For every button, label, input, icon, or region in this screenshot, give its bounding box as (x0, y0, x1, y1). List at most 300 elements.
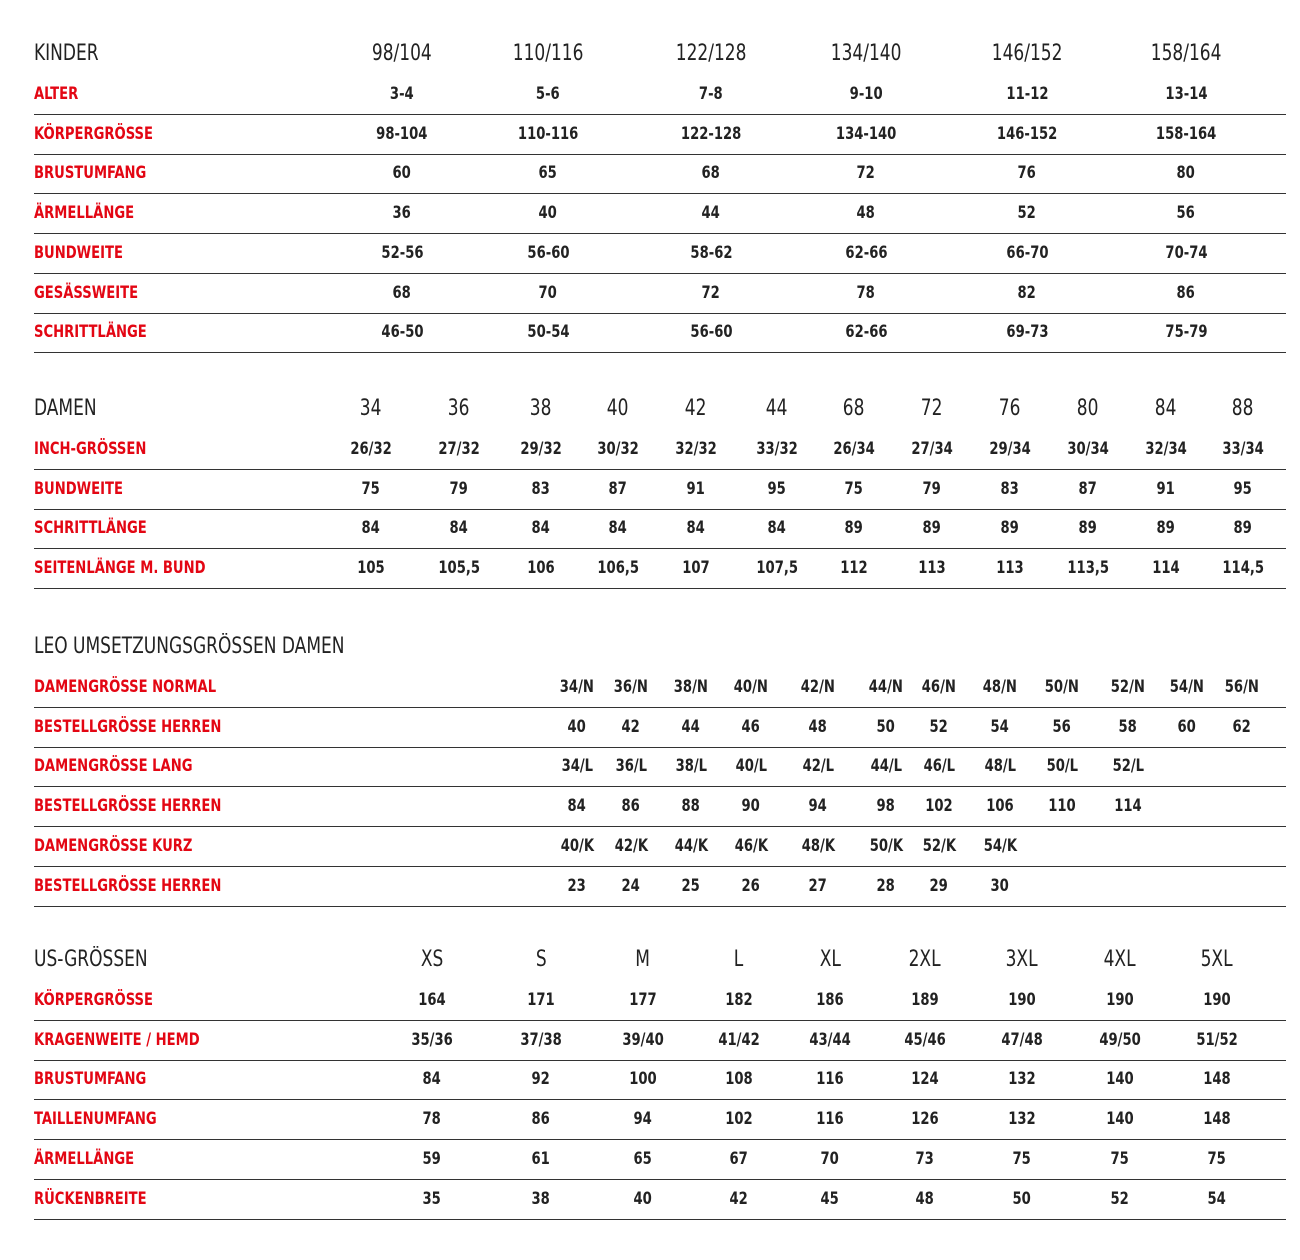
table-cell (982, 74, 1072, 114)
table-cell (1172, 1099, 1262, 1139)
row-label: BRUSTUMFANG (34, 1069, 147, 1090)
column-header-text: 122/128 (675, 40, 747, 66)
table-cell (666, 114, 756, 154)
table-cell (598, 1020, 688, 1060)
table-cell-text: 124 (911, 1069, 939, 1090)
table-cell (955, 866, 1045, 906)
table-cell-text: 7-8 (699, 84, 723, 104)
table-cell-text: 91 (686, 478, 706, 499)
table-cell-text: 48 (915, 1188, 935, 1209)
table-row (34, 667, 1286, 708)
table-cell (357, 153, 447, 193)
table-cell (887, 429, 977, 469)
table-cell-text: 29/32 (520, 439, 562, 459)
table-cell (496, 980, 586, 1020)
table-cell-text: 34/L (561, 756, 593, 777)
table-cell-text: 52/N (1110, 677, 1146, 697)
table-cell-text: 48 (856, 203, 876, 224)
table-cell (651, 548, 741, 588)
table-cell-text: 50/L (1046, 756, 1078, 777)
table-cell (982, 233, 1072, 273)
row-label: BESTELLGRÖSSE HERREN (34, 875, 222, 896)
table-cell (326, 508, 416, 548)
table-cell (982, 114, 1072, 154)
table-cell-text: 177 (629, 990, 657, 1010)
table-cell-text: 40/N (733, 677, 769, 697)
table-cell-text: 48/L (984, 756, 1016, 777)
column-header-text: 80 (1077, 395, 1099, 421)
table-cell-text: 110 (1048, 796, 1076, 817)
table-cell-text: 84 (449, 518, 469, 539)
table-cell-text: 42/N (800, 677, 836, 697)
table-cell (503, 74, 593, 114)
table-cell-text: 83 (531, 478, 551, 499)
table-cell-text: 114 (1152, 558, 1180, 579)
row-label: ÄRMELLÄNGE (34, 203, 135, 224)
table-cell-text: 91 (1156, 478, 1176, 499)
table-cell-text: 25 (681, 875, 701, 896)
table-cell-text: 84 (422, 1069, 442, 1090)
table-row (34, 1099, 1286, 1140)
table-cell (1141, 233, 1231, 273)
table-cell (977, 1179, 1067, 1219)
table-cell-text: 50-54 (526, 322, 570, 343)
table-cell-text: 52 (1017, 203, 1037, 224)
table-row (34, 866, 1286, 907)
column-header-text: 98/104 (372, 40, 432, 66)
column-header-text: 76 (999, 395, 1021, 421)
table-cell (414, 548, 504, 588)
table-cell (1141, 193, 1231, 233)
table-cell-text: 68 (701, 163, 721, 184)
table-cell-text: 40 (633, 1188, 653, 1209)
column-header (809, 387, 899, 429)
table-cell (1043, 548, 1133, 588)
table-cell (1172, 1139, 1262, 1179)
column-header (666, 32, 756, 74)
table-cell-text: 190 (1106, 990, 1134, 1010)
table-cell (821, 74, 911, 114)
table-cell-text: 56-60 (689, 322, 733, 343)
table-cell-text: 46-50 (380, 322, 424, 343)
column-header-text: XL (819, 946, 841, 972)
section-title: DAMEN (34, 395, 97, 421)
row-label: ALTER (34, 84, 79, 104)
table-row (34, 980, 1286, 1021)
column-header (357, 32, 447, 74)
table-cell (1043, 429, 1133, 469)
table-cell-text: 9-10 (849, 84, 883, 104)
table-cell-text: 82 (1017, 282, 1037, 303)
table-cell-text: 52/L (1112, 756, 1144, 777)
table-cell-text: 134-140 (835, 123, 897, 144)
table-cell (598, 980, 688, 1020)
table-row (34, 1059, 1286, 1100)
table-cell-text: 56 (1052, 716, 1072, 737)
table-cell-text: 80 (1176, 163, 1196, 184)
table-cell-text: 65 (538, 163, 558, 184)
column-header (880, 938, 970, 980)
table-row (34, 548, 1286, 589)
table-cell (821, 153, 911, 193)
table-cell (387, 1099, 477, 1139)
table-cell-text: 126 (911, 1109, 939, 1130)
table-row (34, 508, 1286, 549)
column-header-text: 68 (843, 395, 865, 421)
table-cell-text: 106 (986, 796, 1014, 817)
table-cell (326, 548, 416, 588)
table-cell-text: 42/L (802, 756, 834, 777)
table-cell (785, 1099, 875, 1139)
table-cell-text: 38 (531, 1188, 551, 1209)
table-cell (880, 1179, 970, 1219)
table-cell-text: 72 (856, 163, 876, 184)
table-cell-text: 108 (725, 1069, 753, 1090)
column-header-text: 5XL (1201, 946, 1233, 972)
section-title: KINDER (34, 40, 99, 66)
table-cell-text: 61 (531, 1148, 551, 1169)
table-cell-text: 50 (876, 716, 896, 737)
table-cell (1198, 508, 1288, 548)
table-cell-text: 105,5 (438, 558, 480, 579)
table-cell (666, 153, 756, 193)
table-cell (982, 193, 1072, 233)
table-cell-text: 48/K (801, 835, 835, 856)
table-cell-text: 95 (767, 478, 787, 499)
table-cell (821, 193, 911, 233)
table-cell (496, 1099, 586, 1139)
table-cell (573, 429, 663, 469)
table-cell-text: 56 (1176, 203, 1196, 224)
table-cell-text: 87 (1078, 478, 1098, 499)
table-cell (1172, 980, 1262, 1020)
table-row (34, 273, 1286, 314)
table-row (34, 1179, 1286, 1220)
column-header-text: S (535, 946, 547, 972)
column-header (503, 32, 593, 74)
table-cell-text: 75 (361, 478, 381, 499)
column-header-text: 134/140 (830, 40, 902, 66)
table-cell-text: 44/L (870, 756, 902, 777)
table-cell (785, 1020, 875, 1060)
column-header-text: 72 (921, 395, 943, 421)
table-cell (982, 312, 1072, 352)
table-cell-text: 44 (701, 203, 721, 224)
row-label: SCHRITTLÄNGE (34, 518, 147, 539)
table-cell (809, 508, 899, 548)
table-cell-text: 113 (996, 558, 1024, 579)
column-header (965, 387, 1055, 429)
row-label: BESTELLGRÖSSE HERREN (34, 796, 222, 817)
table-cell-text: 52-56 (380, 242, 424, 263)
table-cell-text: 69-73 (1005, 322, 1049, 343)
column-header (977, 938, 1067, 980)
table-cell-text: 50 (1012, 1188, 1032, 1209)
table-cell-text: 68 (392, 282, 412, 303)
table-cell (387, 980, 477, 1020)
leo-header-row (34, 625, 1286, 667)
row-label: KÖRPERGRÖSSE (34, 990, 153, 1010)
column-header-text: 84 (1155, 395, 1177, 421)
column-header (496, 938, 586, 980)
table-cell-text: 51/52 (1196, 1029, 1238, 1050)
table-cell (387, 1179, 477, 1219)
column-header-text: 40 (607, 395, 629, 421)
table-cell-text: 114 (1114, 796, 1142, 817)
table-cell-text: 70 (538, 282, 558, 303)
table-cell-text: 50/K (869, 835, 903, 856)
table-cell (785, 1059, 875, 1099)
row-label: ÄRMELLÄNGE (34, 1148, 135, 1169)
table-cell (694, 1179, 784, 1219)
table-cell-text: 76 (1017, 163, 1037, 184)
table-cell (1141, 74, 1231, 114)
table-cell (666, 312, 756, 352)
table-cell-text: 94 (808, 796, 828, 817)
column-header (1198, 387, 1288, 429)
table-cell-text: 40 (538, 203, 558, 224)
table-cell (1198, 548, 1288, 588)
table-cell-text: 29/34 (989, 439, 1031, 459)
table-cell (666, 74, 756, 114)
table-cell-text: 40/K (560, 835, 594, 856)
table-row (34, 233, 1286, 274)
table-cell-text: 56-60 (526, 242, 570, 263)
table-cell (598, 1059, 688, 1099)
table-cell (651, 469, 741, 509)
table-cell-text: 84 (361, 518, 381, 539)
table-cell (503, 193, 593, 233)
table-cell-text: 171 (527, 990, 555, 1010)
column-header (414, 387, 504, 429)
table-row (34, 746, 1286, 787)
table-cell (326, 469, 416, 509)
table-row (34, 153, 1286, 194)
table-cell (357, 312, 447, 352)
table-cell-text: 23 (567, 875, 587, 896)
table-cell-text: 89 (1156, 518, 1176, 539)
table-cell-text: 87 (608, 478, 628, 499)
table-cell-text: 30 (990, 875, 1010, 896)
table-cell (821, 273, 911, 313)
table-cell-text: 54 (990, 716, 1010, 737)
column-header (1043, 387, 1133, 429)
column-header-text: XS (420, 946, 444, 972)
table-cell-text: 49/50 (1099, 1029, 1141, 1050)
table-cell (977, 1139, 1067, 1179)
table-cell-text: 89 (1233, 518, 1253, 539)
table-cell-text: 78 (422, 1109, 442, 1130)
table-cell-text: 37/38 (520, 1029, 562, 1050)
table-cell-text: 46/K (734, 835, 768, 856)
table-cell-text: 3-4 (390, 84, 414, 104)
row-label: BESTELLGRÖSSE HERREN (34, 716, 222, 737)
table-cell (1198, 469, 1288, 509)
table-cell (1075, 1099, 1165, 1139)
table-row (34, 429, 1286, 470)
table-cell-text: 13-14 (1164, 84, 1208, 104)
table-cell-text: 75-79 (1164, 322, 1208, 343)
table-cell (965, 469, 1055, 509)
table-cell-text: 62-66 (844, 242, 888, 263)
table-cell-text: 32/34 (1145, 439, 1187, 459)
table-cell-text: 106,5 (597, 558, 639, 579)
table-cell-text: 102 (925, 796, 953, 817)
table-cell (666, 193, 756, 233)
table-cell (785, 1139, 875, 1179)
table-cell (573, 548, 663, 588)
table-cell (496, 1020, 586, 1060)
table-cell-text: 132 (1008, 1069, 1036, 1090)
table-cell-text: 70-74 (1164, 242, 1208, 263)
table-row (34, 1020, 1286, 1061)
table-cell (880, 980, 970, 1020)
table-cell (1141, 312, 1231, 352)
table-cell-text: 92 (531, 1069, 551, 1090)
row-label: BRUSTUMFANG (34, 163, 147, 184)
table-cell (977, 1059, 1067, 1099)
row-label: DAMENGRÖSSE LANG (34, 756, 193, 777)
table-cell (1141, 114, 1231, 154)
table-cell (694, 1020, 784, 1060)
us-header-row (34, 938, 1286, 980)
table-cell (1075, 1139, 1165, 1179)
table-cell-text: 186 (816, 990, 844, 1010)
table-cell (821, 233, 911, 273)
table-cell-text: 146-152 (996, 123, 1058, 144)
table-cell-text: 52 (1110, 1188, 1130, 1209)
table-cell (1075, 1059, 1165, 1099)
table-cell-text: 45 (820, 1188, 840, 1209)
table-cell-text: 40 (567, 716, 587, 737)
table-cell (694, 980, 784, 1020)
table-cell-text: 48 (808, 716, 828, 737)
table-cell (887, 508, 977, 548)
table-cell (1043, 469, 1133, 509)
table-row (34, 469, 1286, 510)
table-cell-text: 65 (633, 1148, 653, 1169)
table-cell-text: 84 (608, 518, 628, 539)
table-cell-text: 110-116 (517, 123, 579, 144)
table-cell-text: 98-104 (376, 123, 428, 144)
table-cell-text: 60 (1177, 716, 1197, 737)
table-cell-text: 39/40 (622, 1029, 664, 1050)
table-cell (821, 114, 911, 154)
table-cell (573, 469, 663, 509)
table-cell (1043, 508, 1133, 548)
column-header-text: 158/164 (1150, 40, 1222, 66)
table-cell (414, 508, 504, 548)
table-cell (977, 1020, 1067, 1060)
table-cell-text: 60 (392, 163, 412, 184)
table-cell-text: 70 (820, 1148, 840, 1169)
table-cell-text: 44 (681, 716, 701, 737)
table-cell-text: 46 (741, 716, 761, 737)
table-cell-text: 38/N (673, 677, 709, 697)
table-cell-text: 102 (725, 1109, 753, 1130)
table-cell-text: 75 (1012, 1148, 1032, 1169)
table-cell (496, 1179, 586, 1219)
table-row (34, 114, 1286, 155)
table-cell-text: 107 (682, 558, 710, 579)
table-cell (880, 1139, 970, 1179)
table-cell (414, 429, 504, 469)
table-cell-text: 100 (629, 1069, 657, 1090)
table-cell-text: 58-62 (689, 242, 733, 263)
table-cell-text: 44/K (674, 835, 708, 856)
table-cell-text: 48/N (982, 677, 1018, 697)
table-cell-text: 24 (621, 875, 641, 896)
table-cell-text: 50/N (1044, 677, 1080, 697)
table-cell (387, 1139, 477, 1179)
column-header-text: 110/116 (512, 40, 584, 66)
table-cell-text: 11-12 (1005, 84, 1049, 104)
table-cell-text: 114,5 (1222, 558, 1264, 579)
table-cell (821, 312, 911, 352)
table-row (34, 193, 1286, 234)
table-cell (1197, 667, 1287, 707)
column-header (573, 387, 663, 429)
row-label: GESÄSSWEITE (34, 282, 139, 303)
row-label: INCH-GRÖSSEN (34, 439, 147, 459)
row-label: BUNDWEITE (34, 478, 123, 499)
table-cell (809, 429, 899, 469)
table-cell (357, 273, 447, 313)
table-row (34, 1139, 1286, 1180)
column-header (982, 32, 1072, 74)
table-cell-text: 113 (918, 558, 946, 579)
column-header-text: 3XL (1006, 946, 1038, 972)
table-cell-text: 27 (808, 875, 828, 896)
table-cell (666, 273, 756, 313)
table-cell (573, 508, 663, 548)
table-cell (887, 548, 977, 588)
table-cell (503, 273, 593, 313)
column-header (1172, 938, 1262, 980)
table-cell-text: 42/K (614, 835, 648, 856)
table-cell-text: 54 (1207, 1188, 1227, 1209)
table-cell (666, 233, 756, 273)
table-cell (1172, 1059, 1262, 1099)
table-cell (1075, 980, 1165, 1020)
table-cell-text: 72 (701, 282, 721, 303)
table-cell (1197, 707, 1287, 747)
column-header-text: 36 (448, 395, 470, 421)
column-header (887, 387, 977, 429)
table-cell (977, 980, 1067, 1020)
table-cell (785, 1179, 875, 1219)
table-cell (694, 1099, 784, 1139)
table-cell-text: 33/32 (756, 439, 798, 459)
table-cell-text: 73 (915, 1148, 935, 1169)
table-cell (955, 826, 1045, 866)
table-cell-text: 42 (621, 716, 641, 737)
table-cell-text: 47/48 (1001, 1029, 1043, 1050)
table-cell (503, 153, 593, 193)
column-header (651, 387, 741, 429)
table-cell (1083, 786, 1173, 826)
table-cell-text: 35 (422, 1188, 442, 1209)
table-cell-text: 36/L (615, 756, 647, 777)
table-row (34, 312, 1286, 353)
table-cell-text: 34/N (559, 677, 595, 697)
row-label: SCHRITTLÄNGE (34, 322, 147, 343)
table-cell-text: 62 (1232, 716, 1252, 737)
table-cell (1083, 746, 1173, 786)
table-cell (1172, 1179, 1262, 1219)
table-cell (326, 429, 416, 469)
table-cell-text: 35/36 (411, 1029, 453, 1050)
